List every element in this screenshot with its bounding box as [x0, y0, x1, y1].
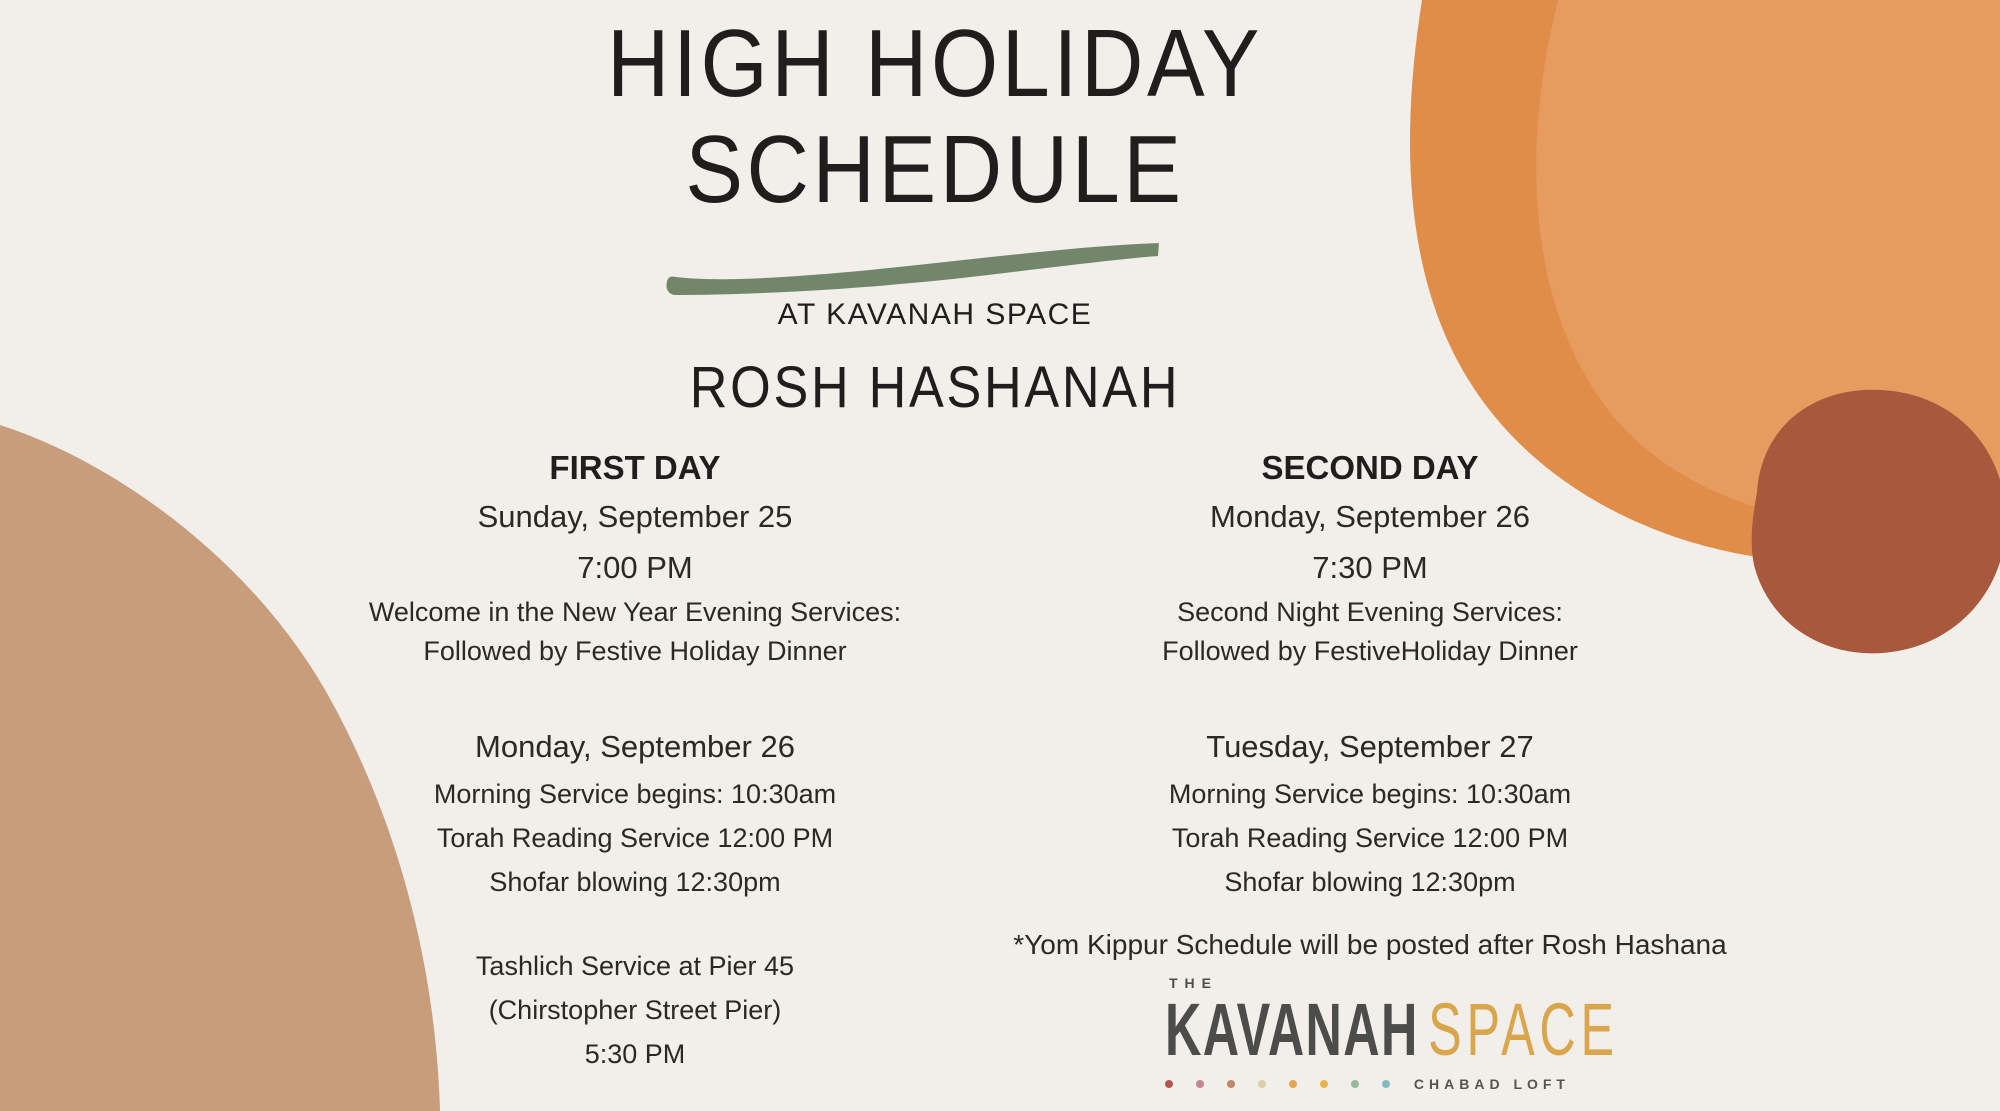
logo-dot — [1382, 1080, 1390, 1088]
second-day-evening-desc2: Followed by FestiveHoliday Dinner — [1162, 636, 1578, 666]
logo-dot — [1227, 1080, 1235, 1088]
title-underline-stroke — [658, 237, 1163, 299]
second-day-morning-date: Tuesday, September 27 — [1206, 729, 1534, 764]
rust-blob — [1752, 390, 2000, 654]
second-day-evening-time: 7:30 PM — [1312, 550, 1428, 585]
spacer — [240, 904, 1030, 944]
first-day-column — [240, 445, 1030, 1076]
second-day-evening-date: Monday, September 26 — [1210, 499, 1530, 534]
logo-dot — [1289, 1080, 1297, 1088]
first-day-torah-reading: Torah Reading Service 12:00 PM — [436, 823, 834, 853]
tashlich-line2: (Chirstopher Street Pier) — [488, 995, 782, 1025]
logo-dot — [1351, 1080, 1359, 1088]
tashlich-time: 5:30 PM — [584, 1039, 686, 1069]
second-day-heading: SECOND DAY — [1261, 449, 1479, 486]
second-day-evening-desc1: Second Night Evening Services: — [1177, 597, 1563, 627]
logo-kavanah-text: KAVANAH — [1165, 988, 1419, 1071]
section-title-rosh-hashanah: ROSH HASHANAH — [689, 355, 1181, 420]
logo-space-text: SPACE — [1428, 988, 1619, 1071]
page-title-line1: HIGH HOLIDAY — [606, 10, 1264, 117]
logo-tagline-chabad-loft: CHABAD LOFT — [1413, 1076, 1570, 1092]
first-day-evening-desc2: Followed by Festive Holiday Dinner — [423, 636, 847, 666]
logo-bottom-row — [1165, 1076, 1570, 1092]
logo-dot — [1320, 1080, 1328, 1088]
first-day-morning-date: Monday, September 26 — [475, 729, 795, 764]
logo-the: THE — [1169, 975, 1218, 991]
second-day-torah-reading: Torah Reading Service 12:00 PM — [1171, 823, 1569, 853]
first-day-evening-desc1: Welcome in the New Year Evening Services: — [368, 597, 902, 627]
second-day-morning-service: Morning Service begins: 10:30am — [1168, 779, 1572, 809]
page-title-line2: SCHEDULE — [685, 116, 1185, 223]
logo-dot — [1196, 1080, 1204, 1088]
first-day-evening-date: Sunday, September 25 — [477, 499, 793, 534]
logo-dot — [1258, 1080, 1266, 1088]
yom-kippur-note: *Yom Kippur Schedule will be posted after Rosh Hashana — [1013, 929, 1727, 960]
subtitle: AT KAVANAH SPACE — [777, 298, 1093, 331]
first-day-shofar: Shofar blowing 12:30pm — [489, 867, 781, 897]
second-day-column — [975, 445, 1765, 1093]
first-day-heading: FIRST DAY — [549, 449, 721, 486]
logo-wordmark — [1165, 988, 1619, 1071]
tashlich-line1: Tashlich Service at Pier 45 — [475, 951, 795, 981]
kavanah-space-logo — [1165, 974, 1619, 1092]
second-day-shofar: Shofar blowing 12:30pm — [1224, 867, 1516, 897]
first-day-morning-service: Morning Service begins: 10:30am — [433, 779, 837, 809]
first-day-evening-time: 7:00 PM — [577, 550, 693, 585]
spacer — [240, 671, 1030, 721]
logo-color-dots — [1165, 1080, 1390, 1088]
logo-dot — [1165, 1080, 1173, 1088]
spacer — [975, 671, 1765, 721]
